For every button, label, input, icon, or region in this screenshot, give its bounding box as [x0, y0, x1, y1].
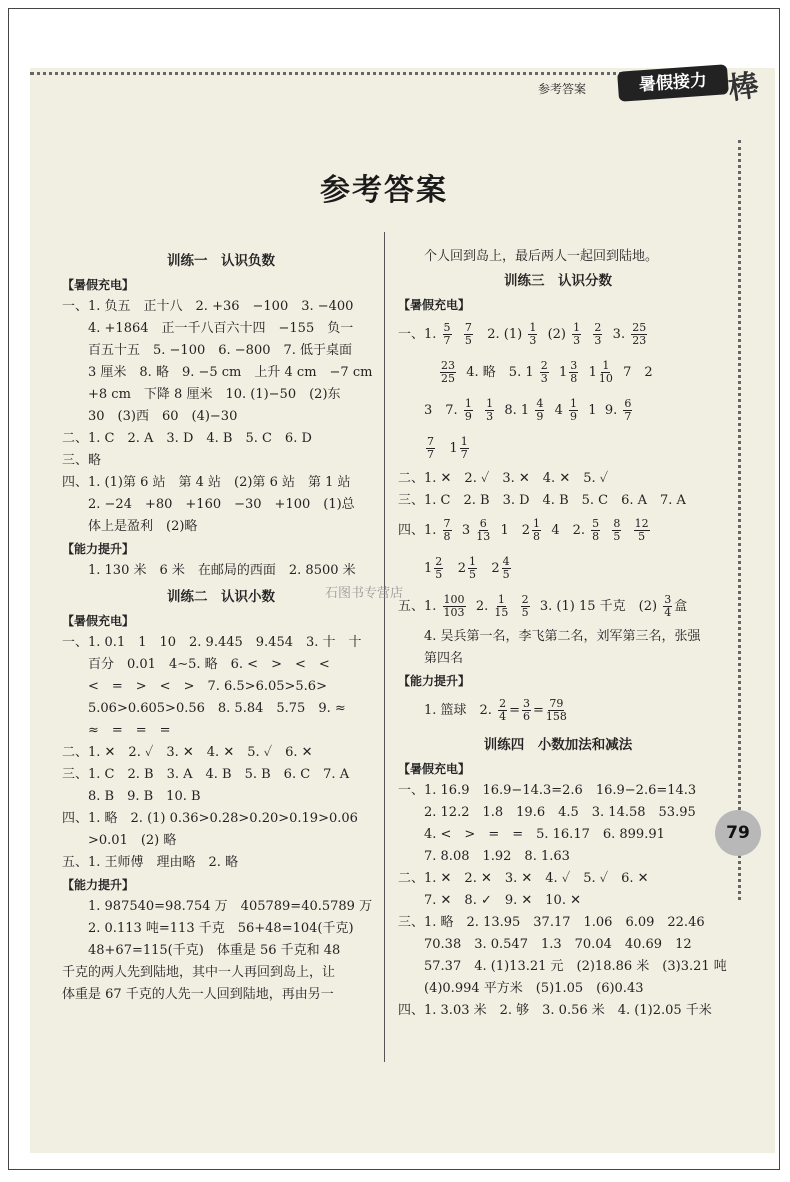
answer-line-fractions-3 [398, 392, 718, 430]
answer-line: 30 (3)西 60 (4)−30 [88, 409, 238, 424]
answer-line: 2. 0.113 吨=113 千克 56+48=104(千克) [88, 921, 354, 936]
fraction: $\frac{1}{3}$ [573, 321, 581, 347]
fraction: $\frac{12}{5}$ [634, 517, 649, 543]
answer-line: < = > < > 7. 6.5>6.05>5.6> [88, 679, 327, 694]
answer-line-fractions-8 [398, 692, 718, 730]
fraction: $\frac{1}{10}$ [598, 359, 613, 385]
text: 3 [461, 523, 471, 538]
text: 9. [604, 403, 618, 418]
tag-ability-3: 【能力提升】 [398, 674, 471, 688]
answer-line: 1. 987540=98.754 万 405789=40.5789 万 [88, 899, 373, 914]
page-number: 79 [715, 810, 761, 856]
fraction: $\frac{3}{6}$ [523, 697, 530, 723]
fraction: $\frac{4}{9}$ [536, 397, 544, 423]
fraction: $\frac{1}{3}$ [486, 397, 494, 423]
text: 2. [475, 599, 489, 614]
text: 3. [612, 327, 626, 342]
fraction: $\frac{100}{103}$ [443, 593, 465, 619]
fraction: $\frac{2}{4}$ [499, 697, 507, 723]
answer-line: 4. < > = = 5. 16.17 6. 899.91 [424, 827, 665, 842]
answer-line: 二、1. ✕ 2. ✓ 3. ✕ 4. ✕ 5. ✓ [398, 471, 609, 486]
text: 4. 略 5. 1 [466, 365, 534, 380]
fraction: $\frac{5}{7}$ [443, 321, 451, 347]
text: 7 2 [623, 365, 653, 380]
section-title-4: 训练四 小数加法和减法 [483, 737, 633, 753]
text: 1. 篮球 2. [424, 703, 492, 718]
header-label: 参考答案 [538, 82, 587, 96]
answer-line: >0.01 (2) 略 [88, 833, 177, 848]
left-column [62, 246, 380, 1006]
answer-line: 3 厘米 8. 略 9. −5 cm 上升 4 cm −7 cm [88, 365, 373, 380]
fraction: $\frac{1}{9}$ [464, 397, 472, 423]
answer-line: 三、略 [62, 453, 102, 468]
answer-line: 四、1. (1)第 6 站 第 4 站 (2)第 6 站 第 1 站 [62, 475, 351, 490]
answer-line: 二、1. C 2. A 3. D 4. B 5. C 6. D [62, 431, 312, 446]
brand-text: 暑假接力 [617, 64, 729, 102]
answer-line: 4. 吴兵第一名，李飞第二名，刘军第三名，张强 [424, 629, 701, 644]
answer-line: 70.38 3. 0.547 1.3 70.04 40.69 12 [424, 937, 692, 952]
answer-line: 7. 8.08 1.92 8. 1.63 [424, 849, 570, 864]
fraction: $\frac{2}{5}$ [435, 555, 443, 581]
fraction: $\frac{1}{5}$ [468, 555, 476, 581]
text: = [509, 703, 520, 718]
tag-charge-4: 【暑假充电】 [398, 762, 471, 776]
answer-line: 一、1. 负五 正十八 2. +36 −100 3. −400 [62, 299, 354, 314]
right-column [398, 246, 727, 1022]
fraction: $\frac{1}{15}$ [494, 593, 509, 619]
text: 一、1. [398, 327, 437, 342]
answer-line-fractions-4 [398, 430, 718, 468]
answer-line: 第四名 [424, 651, 464, 666]
fraction: $\frac{6}{13}$ [476, 517, 491, 543]
answer-line: +8 cm 下降 8 厘米 10. (1)−50 (2)东 [88, 387, 341, 402]
answer-line: 8. B 9. B 10. B [88, 789, 201, 804]
page-title: 参考答案 [320, 173, 448, 208]
fraction: $\frac{25}{23}$ [632, 321, 647, 347]
fraction: $\frac{2}{5}$ [521, 593, 529, 619]
text: 2. (1) [487, 327, 523, 342]
text: 盒 [674, 599, 688, 614]
fraction: $\frac{3}{4}$ [664, 593, 672, 619]
answer-line-fractions-1 [398, 316, 718, 354]
watermark: 石图书专营店 [325, 586, 404, 601]
answer-line-fractions-2 [398, 354, 718, 392]
section-tag: 【暑假充电】 [62, 614, 135, 628]
answer-line: 48+67=115(千克) 体重是 56 千克和 48 [88, 943, 341, 958]
text: 1 [588, 365, 597, 380]
text: = [533, 703, 544, 718]
text: 1 [424, 561, 433, 576]
section-tag: 【能力提升】 [62, 878, 135, 892]
section-title: 训练二 认识小数 [167, 589, 275, 605]
answer-line: 1. 130 米 6 米 在邮局的西面 2. 8500 米 [88, 563, 356, 578]
text: 1 2 [500, 523, 531, 538]
text: 3. (1) 15 千克 (2) [539, 599, 658, 614]
answer-line: 四、1. 3.03 米 2. 够 3. 0.56 米 4. (1)2.05 千米 [398, 1003, 712, 1018]
text: 2 [457, 561, 466, 576]
text: 四、1. [398, 523, 437, 538]
answer-line: 二、1. ✕ 2. ✓ 3. ✕ 4. ✕ 5. ✓ 6. ✕ [62, 745, 313, 760]
fraction: $\frac{8}{5}$ [613, 517, 621, 543]
answer-line: 7. ✕ 8. ✓ 9. ✕ 10. ✕ [424, 893, 581, 908]
answer-line: 2. −24 +80 +160 −30 +100 (1)总 [88, 497, 355, 512]
answer-line: 百分 0.01 4∼5. 略 6. < > < < [88, 657, 330, 672]
continuation-line: 个人回到岛上，最后两人一起回到陆地。 [424, 249, 659, 264]
text: 五、1. [398, 599, 437, 614]
text: 4 [554, 403, 563, 418]
fraction: $\frac{7}{8}$ [443, 517, 451, 543]
column-divider [384, 232, 385, 1062]
brand-logo [610, 62, 770, 114]
text: (2) [547, 327, 566, 342]
tag-charge-3: 【暑假充电】 [398, 298, 471, 312]
answer-line: 千克的两人先到陆地，其中一人再回到岛上，让 [62, 965, 336, 980]
fraction: $\frac{1}{9}$ [570, 397, 577, 423]
answer-line-fractions-6 [398, 550, 718, 588]
answer-line: 体重是 67 千克的人先一人回到陆地，再由另一 [62, 987, 334, 1002]
fraction: $\frac{2}{3}$ [540, 359, 548, 385]
answer-line: 三、1. C 2. B 3. A 4. B 5. B 6. C 7. A [62, 767, 350, 782]
answer-line: (4)0.994 平方米 (5)1.05 (6)0.43 [424, 981, 644, 996]
answer-line: 一、1. 0.1 1 10 2. 9.445 9.454 3. 十 十 [62, 635, 362, 650]
answer-line: 三、1. 略 2. 13.95 37.17 1.06 6.09 22.46 [398, 915, 705, 930]
answer-line: 五、1. 王师傅 理由略 2. 略 [62, 855, 239, 870]
section-4-lines [398, 780, 727, 1022]
section-title: 训练一 认识负数 [167, 253, 275, 269]
section-tag: 【暑假充电】 [62, 278, 135, 292]
answer-line: 2. 12.2 1.8 19.6 4.5 3. 14.58 53.95 [424, 805, 696, 820]
fraction: $\frac{7}{5}$ [464, 321, 472, 347]
fraction: $\frac{5}{8}$ [592, 517, 600, 543]
fraction: $\frac{3}{8}$ [570, 359, 578, 385]
answer-line: 百五十五 5. −100 6. −800 7. 低于桌面 [88, 343, 353, 358]
answer-line: 57.37 4. (1)13.21 元 (2)18.86 米 (3)3.21 吨 [424, 959, 727, 974]
fraction: $\frac{7}{7}$ [427, 435, 434, 461]
answer-line: ≈ = = = [88, 723, 171, 738]
answer-line: 一、1. 16.9 16.9−14.3=2.6 16.9−2.6=14.3 [398, 783, 697, 798]
section-title-3: 训练三 认识分数 [504, 273, 612, 289]
fraction: $\frac{4}{5}$ [502, 555, 510, 581]
answer-line: 四、1. 略 2. (1) 0.36>0.28>0.20>0.19>0.06 [62, 811, 358, 826]
answer-line-fractions-5 [398, 512, 718, 550]
section-tag: 【能力提升】 [62, 542, 135, 556]
text: 1 [449, 441, 458, 456]
text: 8. 1 [504, 403, 530, 418]
answer-line: 4. +1864 正一千八百六十四 −155 负一 [88, 321, 354, 336]
text: 1 [588, 403, 597, 418]
answer-line: 三、1. C 2. B 3. D 4. B 5. C 6. A 7. A [398, 493, 686, 508]
answer-line: 5.06>0.605>0.56 8. 5.84 5.75 9. ≈ [88, 701, 346, 716]
dotted-border-right [738, 140, 741, 900]
text: 4 2. [551, 523, 585, 538]
fraction: $\frac{1}{7}$ [460, 435, 468, 461]
fraction: $\frac{23}{25}$ [441, 359, 455, 385]
brand-mark: 棒 [726, 68, 761, 107]
answer-line: 二、1. ✕ 2. ✕ 3. ✕ 4. ✓ 5. ✓ 6. ✕ [398, 871, 649, 886]
fraction: $\frac{1}{8}$ [533, 517, 541, 543]
answer-line: 体上是盈利 (2)略 [88, 519, 198, 534]
fraction: $\frac{1}{3}$ [529, 321, 537, 347]
fraction: $\frac{6}{7}$ [624, 397, 632, 423]
text: 2 [491, 561, 500, 576]
fraction: $\frac{79}{158}$ [545, 697, 567, 723]
fraction: $\frac{2}{3}$ [594, 321, 602, 347]
answer-line-fractions-7 [398, 588, 718, 626]
text: 1 [559, 365, 568, 380]
text: 3 7. [424, 403, 458, 418]
